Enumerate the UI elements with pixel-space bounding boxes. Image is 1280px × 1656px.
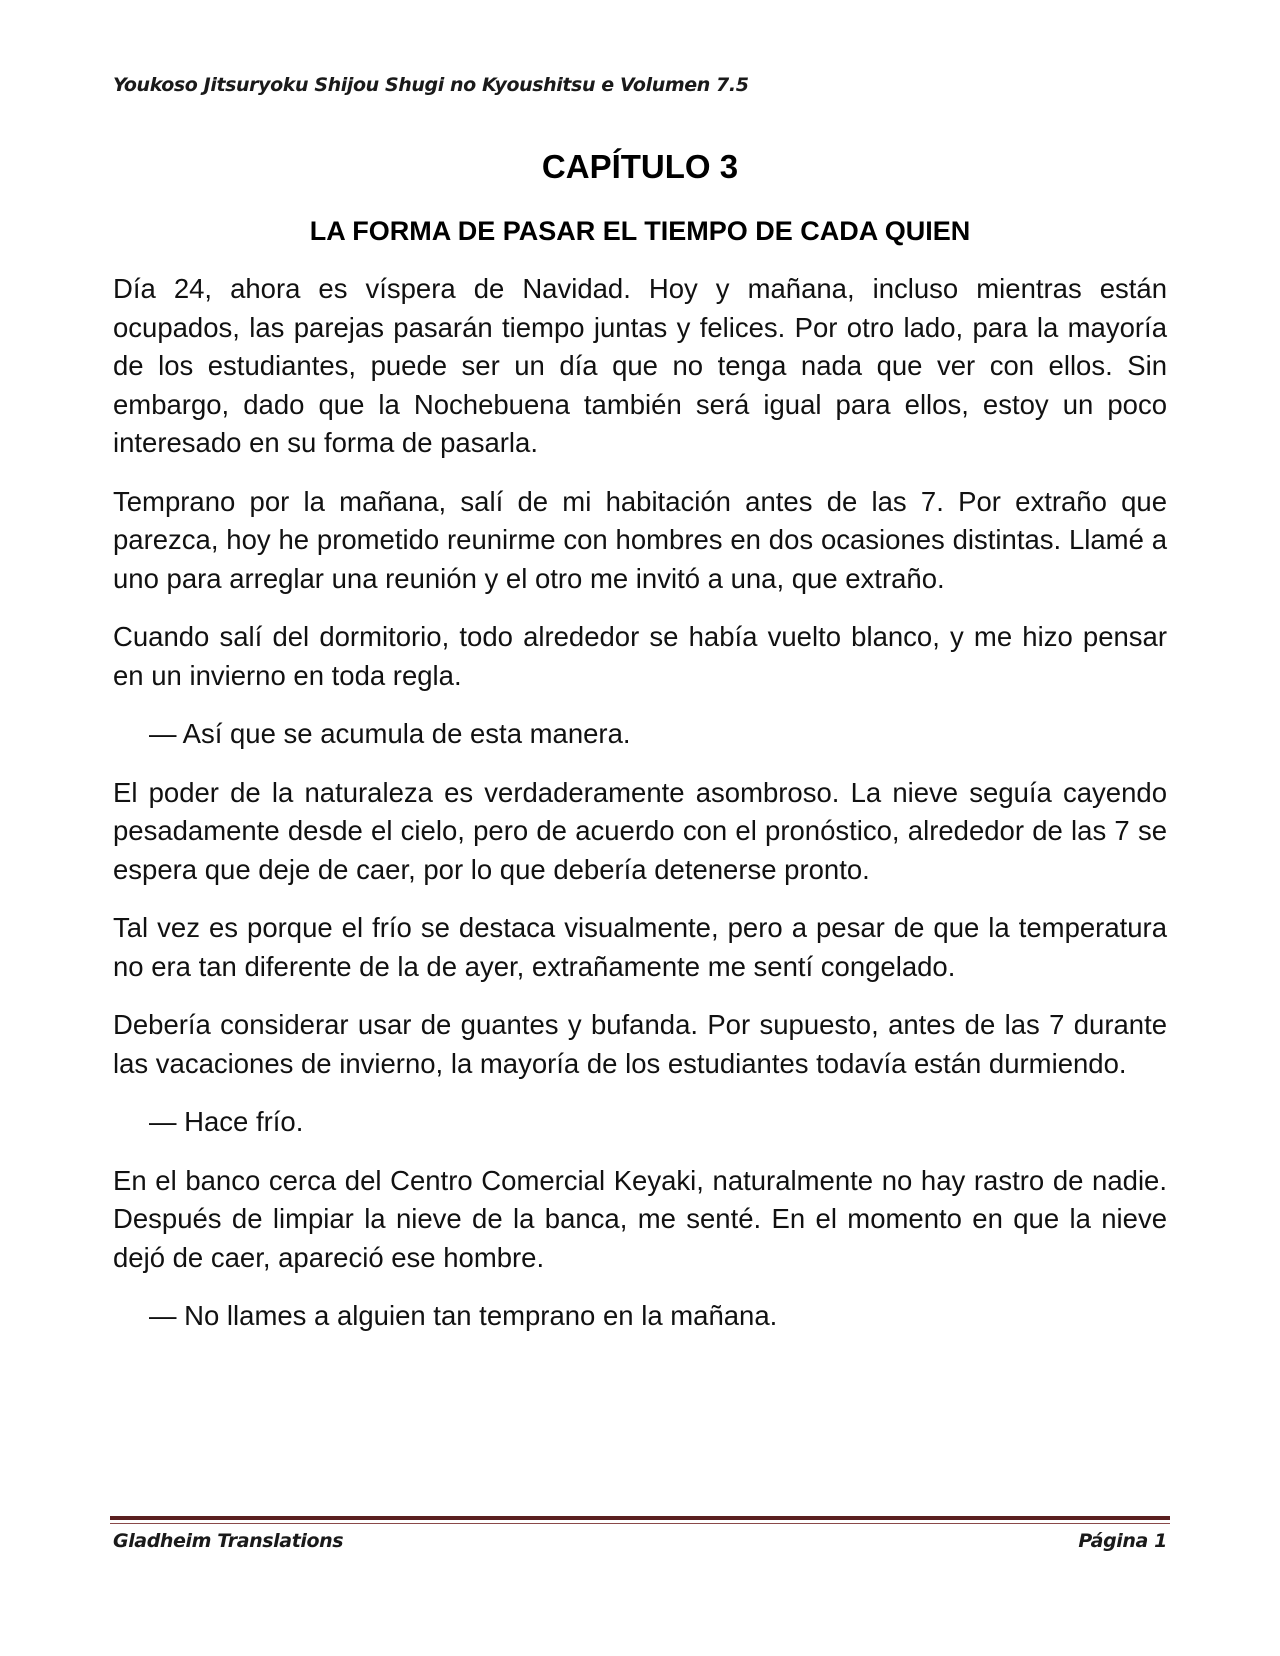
footer-divider-thin xyxy=(110,1523,1170,1524)
footer-translator-credit: Gladheim Translations xyxy=(113,1530,344,1552)
paragraph: Día 24, ahora es víspera de Navidad. Hoy y mañana, incluso mientras están ocupados, las parejas pasarán tiempo juntas y felices. Por otro lado, para la mayoría de los estudiantes, puede ser un día que no tenga nada que ver con ellos. Sin embargo, dado que la Nochebuena también será igual para ellos, estoy un poco interesado en su forma de pasarla. xyxy=(113,273,1167,458)
paragraph: Temprano por la mañana, salí de mi habitación antes de las 7. Por extraño que parezca, hoy he prometido reunirme con hombres en dos ocasiones distintas. Llamé a uno para arreglar una reunión y el otro me invitó a una, que extraño. xyxy=(113,485,1167,594)
paragraph: Cuando salí del dormitorio, todo alrededor se había vuelto blanco, y me hizo pensar en un invierno en toda regla. xyxy=(113,621,1167,691)
paragraph: Tal vez es porque el frío se destaca visualmente, pero a pesar de que la temperatura no era tan diferente de la de ayer, extrañamente me sentí congelado. xyxy=(113,912,1167,982)
paragraph: Debería considerar usar de guantes y bufanda. Por supuesto, antes de las 7 durante las vacaciones de invierno, la mayoría de los estudiantes todavía están durmiendo. xyxy=(113,1009,1167,1079)
dialogue-line: — Hace frío. xyxy=(149,1106,304,1137)
paragraph: En el banco cerca del Centro Comercial Keyaki, naturalmente no hay rastro de nadie. Después de limpiar la nieve de la banca, me senté. En el momento en que la nieve dejó de caer, apareció ese hombre. xyxy=(113,1164,1167,1273)
chapter-title: CAPÍTULO 3 xyxy=(541,148,739,185)
dialogue-line: — No llames a alguien tan temprano en la mañana. xyxy=(149,1300,778,1331)
body-text xyxy=(113,270,1167,1356)
footer-page-number: Página 1 xyxy=(1078,1530,1167,1552)
dialogue-line: — Así que se acumula de esta manera. xyxy=(149,718,631,749)
footer-divider xyxy=(110,1516,1170,1520)
paragraph: El poder de la naturaleza es verdaderamente asombroso. La nieve seguía cayendo pesadamente desde el cielo, pero de acuerdo con el pronóstico, alrededor de las 7 se espera que deje de caer, por lo que debería detenerse pronto. xyxy=(113,776,1167,885)
running-header: Youkoso Jitsuryoku Shijou Shugi no Kyoushitsu e Volumen 7.5 xyxy=(113,74,749,96)
chapter-subtitle: LA FORMA DE PASAR EL TIEMPO DE CADA QUIEN xyxy=(309,216,971,246)
